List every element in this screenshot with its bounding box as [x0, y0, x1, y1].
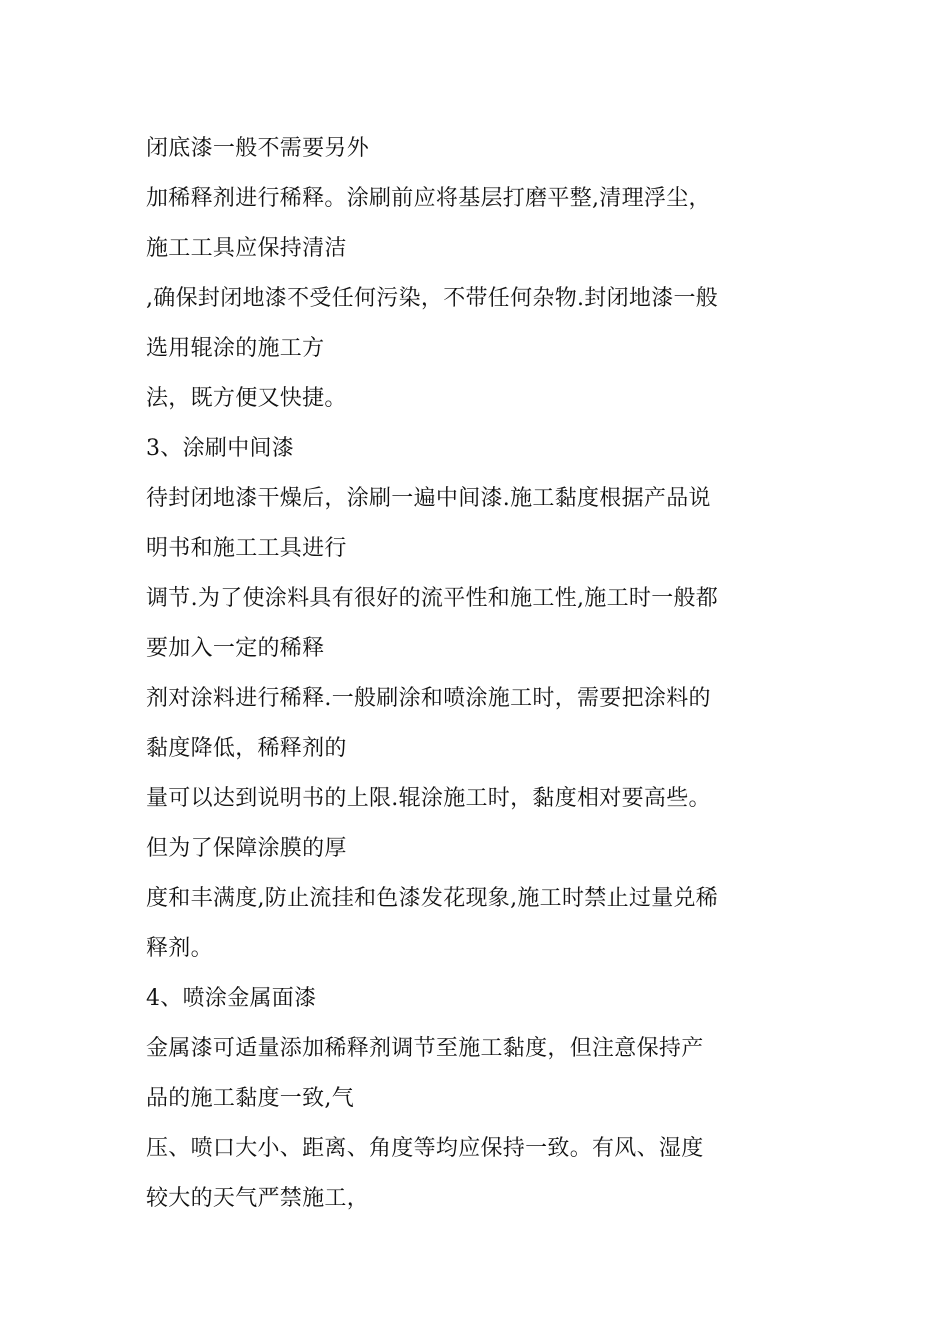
text-line: 调节.为了使涂料具有很好的流平性和施工性,施工时一般都	[146, 586, 719, 611]
text-line: 量可以达到说明书的上限.辊涂施工时，黏度相对要高些。	[146, 786, 711, 811]
text-line: 但为了保障涂膜的厚	[146, 836, 347, 861]
text-line: 剂对涂料进行稀释.一般刷涂和喷涂施工时，需要把涂料的	[146, 686, 711, 711]
text-line: 施工工具应保持清洁	[146, 236, 347, 261]
text-line: ,确保封闭地漆不受任何污染，不带任何杂物.封闭地漆一般	[146, 286, 719, 311]
text-line: 待封闭地漆干燥后，涂刷一遍中间漆.施工黏度根据产品说	[146, 486, 711, 511]
text-line: 品的施工黏度一致,气	[146, 1086, 354, 1111]
text-line: 金属漆可适量添加稀释剂调节至施工黏度，但注意保持产	[146, 1036, 704, 1061]
text-line: 释剂。	[146, 936, 213, 961]
text-line: 明书和施工工具进行	[146, 536, 347, 561]
text-line: 要加入一定的稀释	[146, 636, 325, 661]
text-line: 选用辊涂的施工方	[146, 336, 325, 361]
text-line: 加稀释剂进行稀释。涂刷前应将基层打磨平整,清理浮尘，	[146, 186, 711, 211]
section-heading: 4、喷涂金属面漆	[146, 986, 317, 1011]
text-line: 度和丰满度,防止流挂和色漆发花现象,施工时禁止过量兑稀	[146, 886, 719, 911]
text-line: 压、喷口大小、距离、角度等均应保持一致。有风、湿度	[146, 1136, 704, 1161]
text-line: 黏度降低，稀释剂的	[146, 736, 347, 761]
section-heading: 3、涂刷中间漆	[146, 436, 295, 461]
document-body	[146, 124, 816, 1224]
text-line: 闭底漆一般不需要另外	[146, 136, 370, 161]
text-line: 法，既方便又快捷。	[146, 386, 347, 411]
text-line: 较大的天气严禁施工，	[146, 1186, 370, 1211]
